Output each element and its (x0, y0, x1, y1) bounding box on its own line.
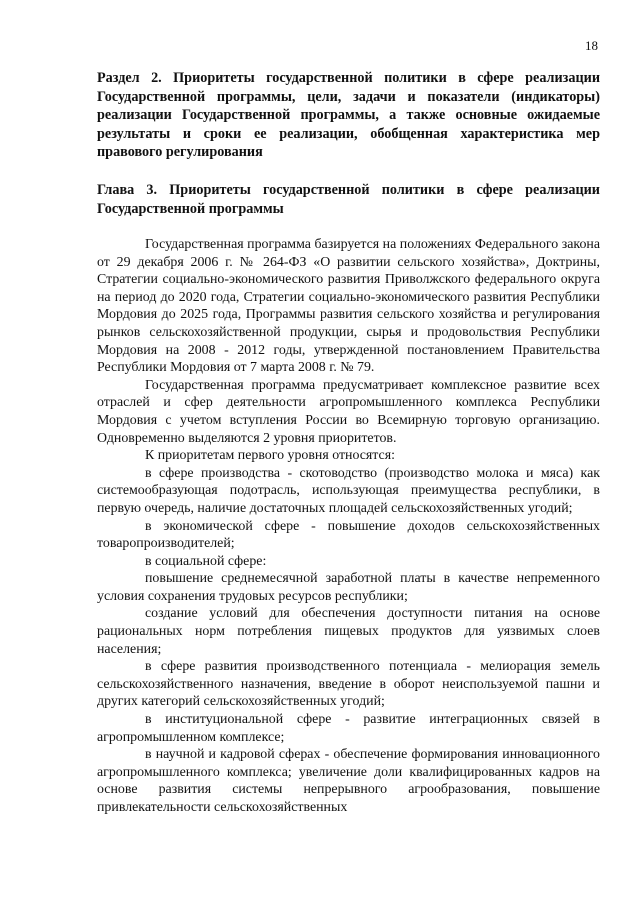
paragraph-legal-basis: Государственная программа базируется на положениях Федерального закона от 29 декабря 2006 г. № 264-ФЗ «О развитии сельского хозяйства», Доктрины, Стратегии социально-экономического развития Приволжского федерального округа на период до 2020 года, Стратегии социально-экономического развития Республики Мордовия до 2025 года, Программы развития сельского хозяйства и регулирования рынков сельскохозяйственной продукции, сырья и продовольствия Республики Мордовия на 2008 - 2012 годы, утвержденной постановлением Правительства Республики Мордовия от 7 марта 2008 г. № 79. (97, 237, 600, 376)
paragraph-program-scope: Государственная программа предусматривает комплексное развитие всех отраслей и сфер деятельности агропромышленного комплекса Республики Мордовия с учетом вступления России во Всемирную торговую организацию. Одновременно выделяются 2 уровня приоритетов. (97, 377, 600, 446)
priority-social-wages: повышение среднемесячной заработной платы в качестве непременного условия сохранения трудовых ресурсов республики; (97, 571, 600, 604)
priority-social-nutrition: создание условий для обеспечения доступности питания на основе рациональных норм потребления пищевых продуктов для уязвимых слоев населения; (97, 606, 600, 657)
priority-science-personnel: в научной и кадровой сферах - обеспечение формирования инновационного агропромышленного комплекса; увеличение доли квалифицированных кадров на основе развития системы непрерывного агрообразования, повышение привлекательности сельскохозяйственных (97, 747, 600, 815)
priority-production-potential: в сфере развития производственного потенциала - мелиорация земель сельскохозяйственного назначения, введение в оборот неиспользуемой пашни и других категорий сельскохозяйственных угодий; (97, 659, 600, 710)
chapter-heading: Глава 3. Приоритеты государственной политики в сфере реализации Государственной программы (97, 182, 600, 217)
page-number: 18 (585, 38, 598, 53)
priority-institutional: в институциональной сфере - развитие интеграционных связей в агропромышленном комплексе; (97, 712, 600, 745)
paragraph-first-level-priorities: К приоритетам первого уровня относятся: (145, 448, 395, 464)
priority-production: в сфере производства - скотоводство (производство молока и мяса) как системообразующая подотрасль, использующая преимущества республики, в первую очередь, наличие достаточных площадей сельскохозяйственных угодий; (97, 465, 600, 516)
priority-economic: в экономической сфере - повышение доходов сельскохозяйственных товаропроизводителей; (97, 518, 600, 552)
body-text (97, 236, 600, 817)
priority-social-intro: в социальной сфере: (145, 553, 267, 569)
section-heading: Раздел 2. Приоритеты государственной политики в сфере реализации Государственной программы, цели, задачи и показатели (индикаторы) реализации Государственной программы, а также основные ожидаемые результаты и сроки ее реализации, обобщенная характеристика мер правового регулирования (97, 70, 600, 161)
